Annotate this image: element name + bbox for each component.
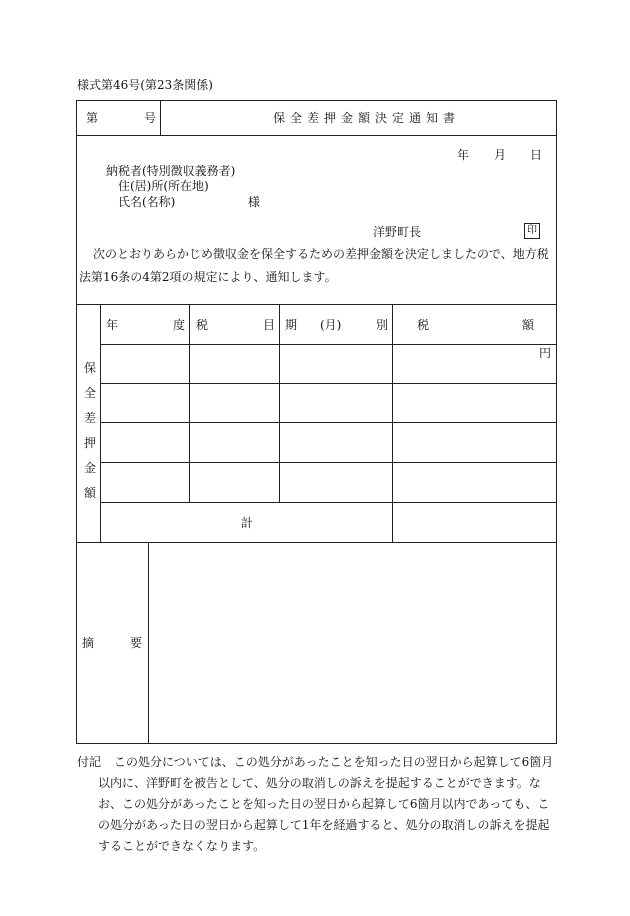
col-header-period: (月) [320, 318, 342, 332]
date-year: 年 [457, 148, 470, 162]
name-label: 氏名(名称) [118, 195, 176, 209]
table-row-line [100, 462, 557, 463]
unit-label: 円 [539, 346, 552, 360]
document-title: 保全差押金額決定通知書 [273, 111, 461, 125]
col-header-period: 別 [376, 318, 389, 332]
note-text: この処分については、この処分があったことを知った日の翌日から起算して6箇月以内に、洋野町を被告として、処分の取消しの訴えを提起することができます。なお、この処分があったことを知った日の翌日から起算して6箇月以内であっても、この処分があった日の翌日から起算して1年を経過すると、処分の取消しの訴えを提起することができなくなります。 [98, 755, 554, 853]
issuer-name: 洋野町長 [373, 225, 422, 239]
col-header-year: 度 [173, 318, 186, 332]
col-header-tax-amount: 税 [417, 318, 430, 332]
address-label: 住(居)所(所在地) [118, 179, 209, 193]
official-seal-mark: 印 [524, 223, 540, 239]
number-label-left: 第 [86, 111, 99, 125]
table-row-line [100, 422, 557, 423]
col-header-year: 年 [106, 318, 119, 332]
number-label-right: 号 [144, 111, 157, 125]
col-header-tax-amount: 額 [522, 318, 535, 332]
form-number: 様式第46号(第23条関係) [77, 78, 213, 92]
honorific: 様 [248, 195, 261, 209]
divider [160, 100, 161, 135]
divider [392, 304, 393, 542]
date-month: 月 [494, 148, 507, 162]
total-label: 計 [241, 516, 254, 530]
divider [100, 304, 101, 542]
divider [76, 304, 557, 305]
divider [76, 135, 557, 136]
side-label-preservation-amount: 保全差押金額 [83, 361, 96, 500]
col-header-tax-item: 税 [196, 318, 209, 332]
date-day: 日 [530, 148, 543, 162]
remarks-label: 要 [130, 636, 143, 650]
table-row-line [100, 344, 557, 345]
col-header-tax-item: 目 [263, 318, 276, 332]
notice-body-line-1: 次のとおりあらかじめ徴収金を保全するための差押金額を決定しましたので、地方税 [93, 247, 549, 261]
divider [189, 304, 190, 502]
divider [279, 304, 280, 502]
notice-body-line-2: 法第16条の4第2項の規定により、通知します。 [79, 270, 337, 284]
taxpayer-label: 納税者(特別徴収義務者) [106, 164, 236, 178]
note-label: 付記 [77, 755, 102, 769]
table-row-line [100, 502, 557, 503]
table-row-line [100, 383, 557, 384]
col-header-period: 期 [285, 318, 298, 332]
divider [148, 542, 149, 744]
remarks-label: 摘 [82, 636, 95, 650]
